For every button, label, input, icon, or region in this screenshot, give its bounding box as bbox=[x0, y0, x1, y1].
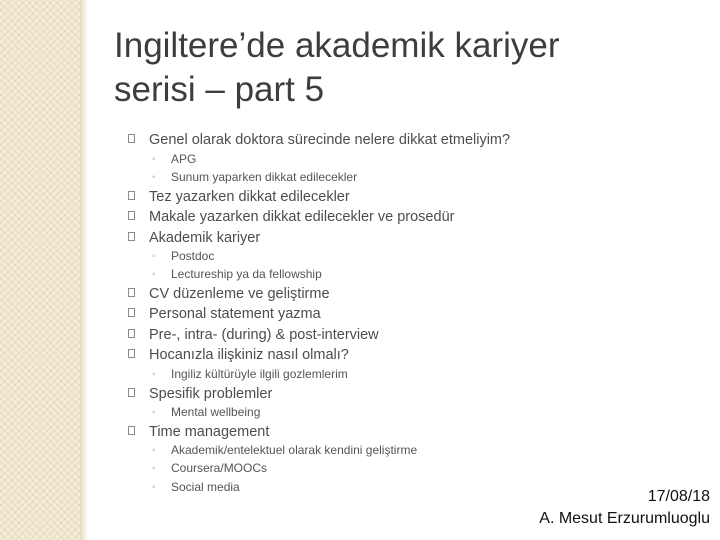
circle-bullet-icon: ◦ bbox=[152, 407, 156, 418]
sub-bullet-text: Coursera/MOOCs bbox=[171, 461, 268, 475]
square-bullet-icon bbox=[128, 134, 135, 143]
sub-bullet-text: Akademik/entelektuel olarak kendini geliştirme bbox=[171, 443, 418, 457]
circle-bullet-icon: ◦ bbox=[152, 482, 156, 493]
sub-bullet-text: Sunum yaparken dikkat edilecekler bbox=[171, 170, 358, 184]
sub-bullet-text: Lectureship ya da fellowship bbox=[171, 267, 322, 281]
sidebar-divider bbox=[80, 0, 88, 540]
bullet-text: Akademik kariyer bbox=[149, 230, 261, 246]
title-line-1: Ingiltere’de akademik kariyer bbox=[114, 26, 560, 65]
square-bullet-icon bbox=[128, 388, 135, 397]
bullet-text: Personal statement yazma bbox=[149, 306, 321, 322]
circle-bullet-icon: ◦ bbox=[152, 154, 156, 165]
circle-bullet-icon: ◦ bbox=[152, 463, 156, 474]
bullet-text: Spesifik problemler bbox=[149, 386, 273, 402]
slide-title bbox=[114, 24, 704, 112]
bullet-text: Genel olarak doktora sürecinde nelere dikkat etmeliyim? bbox=[149, 132, 511, 148]
bullet-text: Time management bbox=[149, 424, 270, 440]
decorative-sidebar bbox=[0, 0, 80, 540]
sub-bullet-text: APG bbox=[171, 152, 197, 166]
square-bullet-icon bbox=[128, 211, 135, 220]
footer-date: 17/08/18 bbox=[647, 488, 710, 505]
square-bullet-icon bbox=[128, 232, 135, 241]
circle-bullet-icon: ◦ bbox=[152, 172, 156, 183]
bullet-text: Tez yazarken dikkat edilecekler bbox=[149, 189, 350, 205]
bullet-text: Hocanızla ilişkiniz nasıl olmalı? bbox=[149, 347, 349, 363]
square-bullet-icon bbox=[128, 288, 135, 297]
slide-footer bbox=[539, 486, 710, 530]
sub-bullet-text: Postdoc bbox=[171, 249, 215, 263]
bullet-text: Makale yazarken dikkat edilecekler ve prosedür bbox=[149, 209, 455, 225]
sub-bullet-text: Ingiliz kültürüyle ilgili gozlemlerim bbox=[171, 367, 348, 381]
circle-bullet-icon: ◦ bbox=[152, 251, 156, 262]
title-line-2: serisi – part 5 bbox=[114, 70, 325, 109]
bullet-text: Pre-, intra- (during) & post-interview bbox=[149, 327, 379, 343]
square-bullet-icon bbox=[128, 329, 135, 338]
bullet-text: CV düzenleme ve geliştirme bbox=[149, 286, 330, 302]
square-bullet-icon bbox=[128, 349, 135, 358]
sub-bullet-text: Mental wellbeing bbox=[171, 405, 261, 419]
square-bullet-icon bbox=[128, 308, 135, 317]
footer-author: A. Mesut Erzurumluoglu bbox=[539, 510, 710, 527]
circle-bullet-icon: ◦ bbox=[152, 369, 156, 380]
square-bullet-icon bbox=[128, 191, 135, 200]
circle-bullet-icon: ◦ bbox=[152, 269, 156, 280]
square-bullet-icon bbox=[128, 426, 135, 435]
sub-bullet-text: Social media bbox=[171, 480, 240, 494]
circle-bullet-icon: ◦ bbox=[152, 445, 156, 456]
